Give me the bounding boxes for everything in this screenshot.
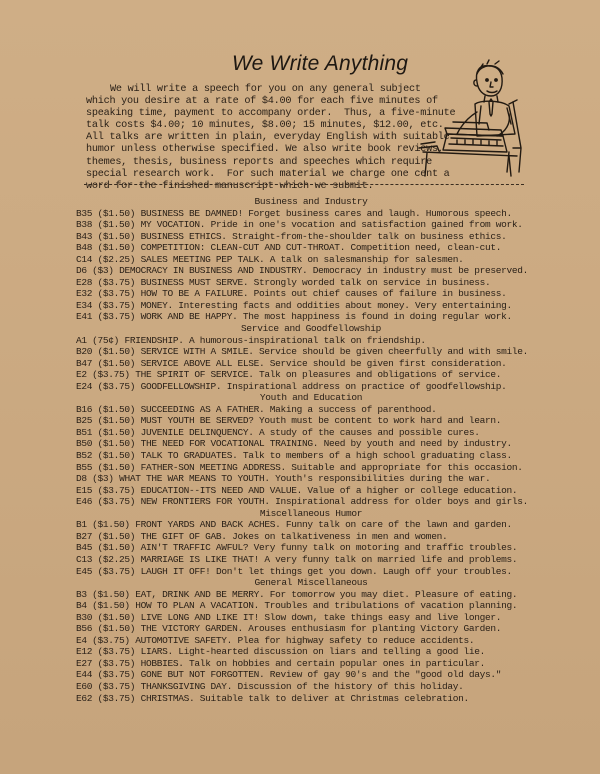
item-code: E2 ($3.75) — [76, 369, 130, 381]
item-description: Review of gay 90's and the "good old days." — [269, 669, 502, 681]
item-title: LIARS. — [140, 646, 173, 658]
item-title: LAUGH IT OFF! — [140, 565, 211, 577]
item-title: THANKSGIVING DAY. — [140, 680, 233, 692]
item-description: Youth's responsibilities during the war. — [275, 473, 491, 485]
catalog-item — [76, 346, 546, 358]
catalog-item — [76, 265, 546, 277]
item-description: Arouses enthusiasm for planting Victory Garden. — [248, 623, 502, 635]
item-title: WORK AND BE HAPPY. — [140, 311, 238, 323]
divider-rule — [84, 184, 524, 185]
item-code: E12 ($3.75) — [76, 646, 136, 658]
item-code: E32 ($3.75) — [76, 288, 136, 300]
item-code: B56 ($1.50) — [76, 623, 136, 635]
item-description: Points out chief causes of failure in business. — [253, 288, 507, 300]
catalog-item — [76, 381, 546, 393]
catalog-item — [76, 358, 546, 370]
intro-line: word for the finished manuscript which we submit. — [86, 180, 374, 192]
section-heading: Youth and Education — [259, 392, 363, 404]
item-title: FRIENDSHIP. — [124, 334, 184, 346]
catalog-item — [76, 600, 546, 612]
item-code: E28 ($3.75) — [76, 276, 136, 288]
item-description: Inspirational address for older boys and girls. — [275, 496, 529, 508]
catalog-item — [76, 300, 546, 312]
item-code: E46 ($3.75) — [76, 496, 136, 508]
item-code: B30 ($1.50) — [76, 611, 136, 623]
catalog-item — [76, 450, 546, 462]
item-title: GONE BUT NOT FORGOTTEN. — [140, 669, 265, 681]
item-title: TALK TO GRADUATES. — [140, 450, 238, 462]
item-code: B38 ($1.50) — [76, 219, 136, 231]
item-code: B50 ($1.50) — [76, 438, 136, 450]
item-code: B52 ($1.50) — [76, 450, 136, 462]
item-title: FRONT YARDS AND BACK ACHES. — [135, 519, 281, 531]
catalog-item — [76, 254, 546, 266]
item-description: Pride in one's vocation and satisfaction gained from work. — [210, 219, 523, 231]
item-title: THE NEED FOR VOCATIONAL TRAINING. — [140, 438, 319, 450]
item-title: AUTOMOTIVE SAFETY. — [135, 634, 233, 646]
item-description: Service should be given first consideration. — [269, 357, 507, 369]
item-code: A1 (75¢) — [76, 334, 120, 346]
catalog-item — [76, 438, 546, 450]
item-title: CHRISTMAS. — [140, 692, 195, 704]
item-code: B16 ($1.50) — [76, 403, 136, 415]
catalog-item — [76, 496, 546, 508]
item-code: B1 ($1.50) — [76, 519, 130, 531]
item-code: B51 ($1.50) — [76, 426, 136, 438]
item-description: Service should be given cheerfully and with smile. — [258, 346, 529, 358]
catalog-item — [76, 462, 546, 474]
catalog-item — [76, 415, 546, 427]
item-description: Very funny talk on motoring and traffic troubles. — [253, 542, 518, 554]
item-description: For tomorrow you may diet. Pleasure of eating. — [269, 588, 518, 600]
man-at-typewriter-icon — [417, 52, 531, 178]
item-title: SALES MEETING PEP TALK. — [140, 253, 265, 265]
item-title: COMPETITION: CLEAN-CUT AND CUT-THROAT. — [140, 242, 346, 254]
item-code: B25 ($1.50) — [76, 415, 136, 427]
item-description: Light-hearted discussion on liars and telling a good lie. — [178, 646, 485, 658]
catalog-item — [76, 531, 546, 543]
item-title: HOW TO BE A FAILURE. — [140, 288, 249, 300]
item-description: Talk on pleasures and obligations of service. — [258, 369, 502, 381]
item-title: SERVICE WITH A SMILE. — [140, 346, 254, 358]
item-title: SUCCEEDING AS A FATHER. — [140, 403, 265, 415]
intro-line: special research work. For such material we charge one cent a — [86, 168, 450, 180]
item-code: B3 ($1.50) — [76, 588, 130, 600]
item-code: B35 ($1.50) — [76, 207, 136, 219]
item-code: E60 ($3.75) — [76, 680, 136, 692]
intro-line: All talks are written in plain, everyday English with suitable — [86, 132, 450, 144]
item-code: B45 ($1.50) — [76, 542, 136, 554]
intro-line: humor unless otherwise specified. We also write book reviews, — [86, 144, 444, 156]
item-title: MUST YOUTH BE SERVED? — [140, 415, 254, 427]
item-code: B55 ($1.50) — [76, 461, 136, 473]
item-code: B4 ($1.50) — [76, 600, 130, 612]
intro-line: talk costs $4.00; 10 minutes, $8.00; 15 minutes, $12.00, etc. — [86, 120, 444, 132]
catalog-item — [76, 369, 546, 381]
item-title: AIN'T TRAFFIC AWFUL? — [140, 542, 249, 554]
catalog-item — [76, 231, 546, 243]
item-title: THE VICTORY GARDEN. — [140, 623, 243, 635]
catalog-item — [76, 219, 546, 231]
item-code: C14 ($2.25) — [76, 253, 136, 265]
catalog-item — [76, 646, 546, 658]
catalog-item — [76, 542, 546, 554]
item-description: Democracy in industry must be preserved. — [312, 265, 529, 277]
item-title: WHAT THE WAR MEANS TO YOUTH. — [119, 473, 270, 485]
item-description: Competition need, clean-cut. — [350, 242, 502, 254]
item-description: Need by youth and need by industry. — [323, 438, 512, 450]
catalog-item — [76, 589, 546, 601]
catalog-item — [76, 681, 546, 693]
intro-line: We will write a speech for you on any general subject — [110, 84, 421, 95]
catalog-item — [76, 288, 546, 300]
item-description: Slow down, take things easy and live longer. — [264, 611, 502, 623]
item-title: GOODFELLOWSHIP. — [140, 380, 222, 392]
item-description: Suitable and appropriate for this occasion. — [291, 461, 523, 473]
item-title: DEMOCRACY IN BUSINESS AND INDUSTRY. — [119, 265, 308, 277]
item-description: Straight-from-the-shoulder talk on business ethics. — [232, 230, 507, 242]
item-title: THE SPIRIT OF SERVICE. — [135, 369, 254, 381]
item-description: Don't let things get you down. Laugh off your troubles. — [215, 565, 512, 577]
item-code: B43 ($1.50) — [76, 230, 136, 242]
item-title: MARRIAGE IS LIKE THAT! — [140, 553, 259, 565]
catalog-item — [76, 277, 546, 289]
item-code: E4 ($3.75) — [76, 634, 130, 646]
item-description: Youth must be content to work hard and learn. — [258, 415, 502, 427]
catalog-item — [76, 658, 546, 670]
catalog-item — [76, 485, 546, 497]
item-description: Strongly worded talk on service in business. — [253, 276, 491, 288]
item-title: BUSINESS BE DAMNED! — [140, 207, 243, 219]
item-title: MONEY. — [140, 299, 173, 311]
item-code: E44 ($3.75) — [76, 669, 136, 681]
catalog-item — [76, 623, 546, 635]
section-heading: Service and Goodfellowship — [241, 323, 381, 335]
item-code: D6 ($3) — [76, 265, 114, 277]
item-code: B20 ($1.50) — [76, 346, 136, 358]
catalog-item — [76, 612, 546, 624]
item-code: E27 ($3.75) — [76, 657, 136, 669]
item-code: E41 ($3.75) — [76, 311, 136, 323]
item-description: Value of a higher or college education. — [307, 484, 518, 496]
item-description: Forget business cares and laugh. Humorous speech. — [248, 207, 512, 219]
page-title: We Write Anything — [232, 52, 409, 75]
item-description: The most happiness is found in doing regular work. — [242, 311, 512, 323]
item-description: A humorous-inspirational talk on friendship. — [189, 334, 426, 346]
item-description: Talk to members of a high school graduating class. — [242, 450, 512, 462]
section-heading: Business and Industry — [254, 196, 368, 207]
catalog-item — [76, 669, 546, 681]
catalog-item — [76, 427, 546, 439]
item-description: A study of the causes and possible cures. — [258, 426, 480, 438]
item-description: A very funny talk on married life and problems. — [264, 553, 518, 565]
item-title: SERVICE ABOVE ALL ELSE. — [140, 357, 265, 369]
item-code: B48 ($1.50) — [76, 242, 136, 254]
item-title: NEW FRONTIERS FOR YOUTH. — [140, 496, 270, 508]
item-title: FATHER-SON MEETING ADDRESS. — [140, 461, 286, 473]
item-title: BUSINESS MUST SERVE. — [140, 276, 249, 288]
catalog-item — [76, 404, 546, 416]
item-code: E45 ($3.75) — [76, 565, 136, 577]
item-code: B27 ($1.50) — [76, 530, 136, 542]
catalog-item — [76, 635, 546, 647]
speech-catalog — [76, 196, 546, 704]
item-code: D8 ($3) — [76, 473, 114, 485]
item-description: Jokes on talkativeness in men and women. — [232, 530, 448, 542]
item-description: Interesting facts and oddities about money. Very entertaining. — [178, 299, 512, 311]
item-title: MY VOCATION. — [140, 219, 206, 231]
item-description: A talk on salesmanship for salesmen. — [269, 253, 464, 265]
catalog-item — [76, 693, 546, 705]
item-description: Suitable talk to deliver at Christmas celebration. — [199, 692, 469, 704]
catalog-item — [76, 335, 546, 347]
item-description: Inspirational address on practice of goodfellowship. — [226, 380, 507, 392]
item-title: EAT, DRINK AND BE MERRY. — [135, 588, 265, 600]
item-title: HOW TO PLAN A VACATION. — [135, 600, 259, 612]
catalog-item — [76, 519, 546, 531]
catalog-item — [76, 566, 546, 578]
item-title: LIVE LONG AND LIKE IT! — [140, 611, 259, 623]
item-title: BUSINESS ETHICS. — [140, 230, 227, 242]
item-title: EDUCATION--ITS NEED AND VALUE. — [140, 484, 303, 496]
item-code: C13 ($2.25) — [76, 553, 136, 565]
catalog-item — [76, 208, 546, 220]
item-code: E15 ($3.75) — [76, 484, 136, 496]
catalog-item — [76, 311, 546, 323]
section-heading: Miscellaneous Humor — [259, 507, 363, 519]
section-heading: General Miscellaneous — [254, 577, 368, 589]
catalog-item — [76, 473, 546, 485]
intro-line: speaking time, payment to accompany order. Thus, a five-minute — [86, 108, 456, 120]
item-description: Funny talk on care of the lawn and garden. — [285, 519, 512, 531]
item-title: JUVENILE DELINQUENCY. — [140, 426, 254, 438]
item-description: Plea for highway safety to reduce accidents. — [237, 634, 475, 646]
item-code: E24 ($3.75) — [76, 380, 136, 392]
item-description: Discussion of the history of this holiday. — [237, 680, 464, 692]
item-description: Troubles and tribulations of vacation planning. — [264, 600, 518, 612]
intro-line: which you desire at a rate of $4.00 for each five minutes of — [86, 96, 438, 108]
catalog-item — [76, 554, 546, 566]
intro-line: themes, thesis, business reports and speeches which require — [86, 156, 432, 168]
item-description: Making a success of parenthood. — [269, 403, 437, 415]
item-code: E34 ($3.75) — [76, 299, 136, 311]
item-code: B47 ($1.50) — [76, 357, 136, 369]
item-description: Talk on hobbies and certain popular ones in particular. — [189, 657, 485, 669]
item-title: THE GIFT OF GAB. — [140, 530, 227, 542]
item-title: HOBBIES. — [140, 657, 184, 669]
catalog-item — [76, 242, 546, 254]
item-code: E62 ($3.75) — [76, 692, 136, 704]
